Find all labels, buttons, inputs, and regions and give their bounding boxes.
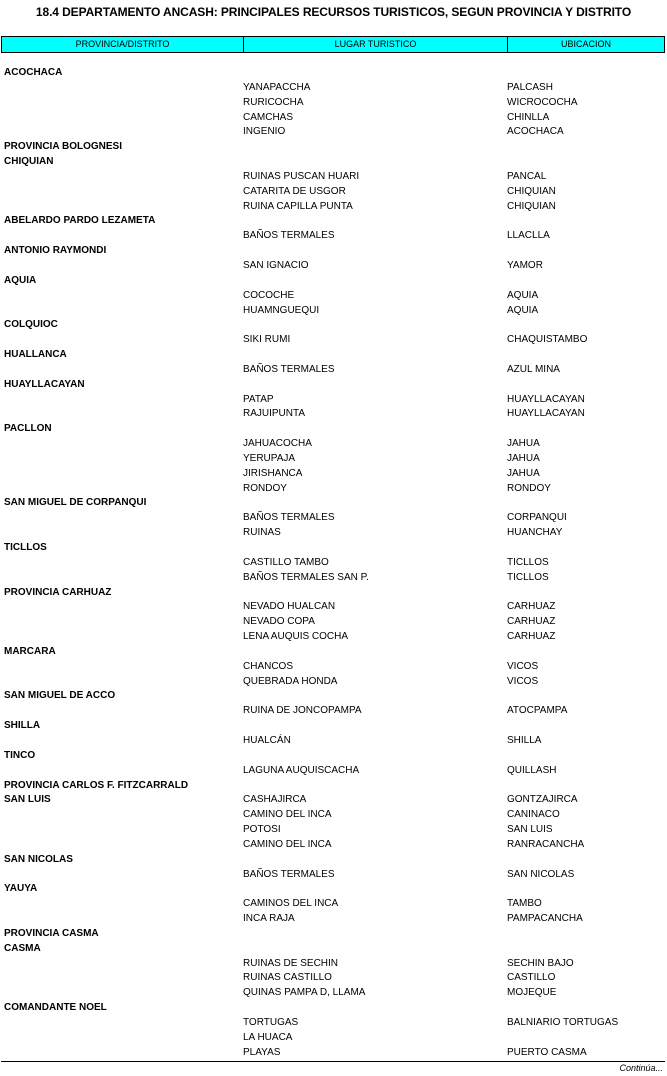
table-row: [0, 496, 667, 511]
tourist-place-cell: NEVADO COPA: [243, 616, 315, 628]
tourist-place-cell: CAMCHAS: [243, 111, 294, 123]
location-cell: CHAQUISTAMBO: [507, 334, 588, 346]
location-cell: SECHIN BAJO: [507, 957, 574, 969]
location-cell: CASTILLO: [507, 972, 556, 984]
table-row: [0, 452, 667, 467]
table-row: [0, 229, 667, 244]
header-ubicacion: UBICACION: [560, 39, 611, 49]
tourist-place-cell: TORTUGAS: [243, 1017, 299, 1028]
table-row: [0, 185, 667, 200]
location-cell: VICOS: [507, 660, 539, 672]
table-row: [0, 125, 667, 140]
table-row: [0, 467, 667, 482]
table-row: [0, 734, 667, 749]
table-row: [0, 511, 667, 526]
province-district-cell: HUAYLLACAYAN: [4, 378, 85, 390]
province-district-cell: SAN MIGUEL DE ACCO: [4, 690, 116, 702]
table-row: [0, 378, 667, 393]
tourist-place-cell: BAÑOS TERMALES SAN P.: [243, 571, 369, 583]
table-row: [0, 630, 667, 645]
province-district-cell: MARCARA: [4, 645, 56, 657]
table-row: [0, 793, 667, 808]
tourist-place-cell: NEVADO HUALCAN: [243, 601, 336, 613]
location-cell: TICLLOS: [507, 556, 549, 568]
tourist-place-cell: RUINAS CASTILLO: [243, 972, 332, 984]
table-row: [0, 1046, 667, 1061]
table-row: [0, 1031, 667, 1046]
table-row: [0, 779, 667, 794]
tourist-place-cell: RUINAS PUSCAN HUARI: [243, 170, 360, 182]
table-row: [0, 660, 667, 675]
table-row: [0, 704, 667, 719]
table-row: [0, 274, 667, 289]
table-row: [0, 986, 667, 1001]
province-district-cell: TINCO: [4, 749, 36, 761]
tourist-place-cell: JIRISHANCA: [243, 467, 303, 479]
table-row: [0, 556, 667, 571]
tourist-place-cell: COCOCHE: [243, 289, 295, 301]
province-district-cell: SAN LUIS: [4, 794, 51, 806]
province-district-cell: SAN MIGUEL DE CORPANQUI: [4, 497, 147, 509]
tourist-place-cell: INGENIO: [243, 126, 286, 138]
table-row: [0, 363, 667, 378]
table-row: [0, 675, 667, 690]
province-district-cell: COMANDANTE NOEL: [4, 1002, 107, 1014]
province-district-cell: TICLLOS: [4, 542, 47, 553]
page-title: 18.4 DEPARTAMENTO ANCASH: PRINCIPALES RECURSOS TURISTICOS, SEGUN PROVINCIA Y DISTRITO: [35, 5, 632, 19]
province-district-cell: SAN NICOLAS: [4, 853, 73, 865]
header-provincia-distrito: PROVINCIA/DISTRITO: [75, 39, 170, 49]
tourist-place-cell: POTOSI: [243, 824, 281, 836]
tourist-place-cell: QUINAS PAMPA D, LLAMA: [243, 987, 366, 999]
location-cell: AQUIA: [507, 304, 539, 316]
location-cell: HUAYLLACAYAN: [507, 393, 585, 405]
tourist-place-cell: CASTILLO TAMBO: [243, 556, 329, 568]
table-row: [0, 838, 667, 853]
location-cell: SAN NICOLAS: [507, 868, 575, 880]
continues-note: Continúa...: [619, 1063, 663, 1073]
province-district-cell: PROVINCIA CARLOS F. FITZCARRALD: [4, 779, 189, 791]
location-cell: AZUL MINA: [507, 363, 560, 375]
table-row: [0, 689, 667, 704]
location-cell: RANRACANCHA: [507, 838, 585, 850]
location-cell: CANINACO: [507, 809, 560, 821]
location-cell: MOJEQUE: [507, 987, 557, 999]
tourist-place-cell: CAMINO DEL INCA: [243, 838, 332, 850]
table-row: [0, 615, 667, 630]
table-row: [0, 586, 667, 601]
table-row: [0, 1001, 667, 1016]
table-row: [0, 764, 667, 779]
tourist-place-cell: LENA AUQUIS COCHA: [243, 631, 349, 643]
location-cell: ACOCHACA: [507, 126, 564, 138]
table-row: [0, 318, 667, 333]
table-row: [0, 719, 667, 734]
location-cell: PALCASH: [507, 81, 553, 93]
location-cell: TAMBO: [507, 898, 542, 910]
location-cell: JAHUA: [507, 438, 540, 450]
tourist-place-cell: CAMINOS DEL INCA: [243, 898, 339, 910]
location-cell: VICOS: [507, 675, 539, 687]
table-row: [0, 111, 667, 126]
province-district-cell: PROVINCIA CASMA: [4, 927, 99, 939]
location-cell: PUERTO CASMA: [507, 1046, 587, 1058]
tourist-place-cell: YANAPACCHA: [243, 81, 311, 93]
table-row: [0, 333, 667, 348]
location-cell: GONTZAJIRCA: [507, 794, 578, 806]
location-cell: QUILLASH: [507, 764, 557, 776]
table-row: [0, 526, 667, 541]
table-row: [0, 66, 667, 81]
location-cell: JAHUA: [507, 467, 540, 479]
tourist-place-cell: YERUPAJA: [243, 452, 296, 464]
table-row: [0, 853, 667, 868]
tourist-place-cell: LA HUACA: [243, 1031, 293, 1043]
tourist-place-cell: RUINA DE JONCOPAMPA: [243, 705, 362, 717]
tourist-place-cell: RAJUIPUNTA: [243, 408, 306, 420]
tourist-place-cell: RUINA CAPILLA PUNTA: [243, 200, 353, 212]
table-row: [0, 823, 667, 838]
table-row: [0, 957, 667, 972]
location-cell: CHIQUIAN: [507, 200, 556, 212]
table-row: [0, 304, 667, 319]
province-district-cell: YAUYA: [4, 883, 38, 895]
tourist-place-cell: CATARITA DE USGOR: [243, 185, 346, 197]
tourist-place-cell: SIKI RUMI: [243, 334, 291, 346]
table-row: [0, 912, 667, 927]
tourist-place-cell: INCA RAJA: [243, 913, 295, 925]
location-cell: LLACLLA: [507, 230, 550, 242]
table-row: [0, 600, 667, 615]
tourist-place-cell: BAÑOS TERMALES: [243, 230, 335, 242]
location-cell: HUANCHAY: [507, 527, 563, 539]
province-district-cell: SHILLA: [4, 720, 41, 732]
tourist-place-cell: CHANCOS: [243, 660, 294, 672]
table-body: [0, 66, 667, 1061]
tourist-place-cell: PLAYAS: [243, 1046, 281, 1058]
tourist-place-cell: BAÑOS TERMALES: [243, 512, 335, 524]
location-cell: SHILLA: [507, 734, 542, 746]
location-cell: AQUIA: [507, 289, 539, 301]
table-row: [0, 749, 667, 764]
location-cell: SAN LUIS: [507, 824, 553, 836]
table-header: [1, 36, 665, 53]
table-row: [0, 81, 667, 96]
table-row: [0, 407, 667, 422]
location-cell: CARHUAZ: [507, 616, 556, 628]
location-cell: ATOCPAMPA: [507, 705, 568, 717]
tourist-place-cell: BAÑOS TERMALES: [243, 868, 335, 880]
tourist-place-cell: QUEBRADA HONDA: [243, 675, 338, 687]
tourist-place-cell: CAMINO DEL INCA: [243, 809, 332, 821]
table-row: [0, 244, 667, 259]
table-row: [0, 259, 667, 274]
table-row: [0, 482, 667, 497]
tourist-place-cell: CASHAJIRCA: [243, 794, 307, 806]
table-row: [0, 808, 667, 823]
table-row: [0, 927, 667, 942]
tourist-place-cell: HUALCÁN: [243, 734, 291, 746]
table-row: [0, 868, 667, 883]
province-district-cell: ABELARDO PARDO LEZAMETA: [4, 215, 156, 227]
location-cell: CHINLLA: [507, 111, 550, 123]
province-district-cell: PROVINCIA CARHUAZ: [4, 586, 112, 598]
province-district-cell: ANTONIO RAYMONDI: [4, 245, 107, 257]
table-row: [0, 541, 667, 556]
tourist-place-cell: BAÑOS TERMALES: [243, 363, 335, 375]
table-row: [0, 155, 667, 170]
table-row: [0, 1016, 667, 1031]
tourist-place-cell: RURICOCHA: [243, 96, 304, 108]
table-row: [0, 140, 667, 155]
location-cell: CARHUAZ: [507, 631, 556, 643]
table-row: [0, 971, 667, 986]
table-row: [0, 348, 667, 363]
tourist-place-cell: RUINAS DE SECHIN: [243, 957, 339, 969]
province-district-cell: CHIQUIAN: [4, 156, 54, 168]
location-cell: RONDOY: [507, 482, 551, 494]
location-cell: CARHUAZ: [507, 601, 556, 613]
province-district-cell: COLQUIOC: [4, 319, 58, 331]
tourist-place-cell: LAGUNA AUQUISCACHA: [243, 764, 360, 776]
location-cell: CORPANQUI: [507, 512, 567, 524]
table-row: [0, 422, 667, 437]
tourist-place-cell: JAHUACOCHA: [243, 438, 312, 450]
province-district-cell: ACOCHACA: [4, 67, 63, 78]
tourist-place-cell: HUAMNGUEQUI: [243, 304, 320, 316]
location-cell: WICROCOCHA: [507, 96, 578, 108]
table-row: [0, 942, 667, 957]
province-district-cell: PROVINCIA BOLOGNESI: [4, 141, 122, 153]
tourist-place-cell: PATAP: [243, 393, 274, 405]
location-cell: BALNIARIO TORTUGAS: [507, 1017, 619, 1028]
table-bottom-rule: [1, 1061, 665, 1062]
table-row: [0, 645, 667, 660]
table-row: [0, 882, 667, 897]
table-row: [0, 289, 667, 304]
location-cell: PAMPACANCHA: [507, 913, 583, 925]
table-row: [0, 437, 667, 452]
table-row: [0, 200, 667, 215]
table-row: [0, 96, 667, 111]
tourist-place-cell: SAN IGNACIO: [243, 259, 309, 271]
table-row: [0, 897, 667, 912]
table-row: [0, 214, 667, 229]
location-cell: HUAYLLACAYAN: [507, 408, 585, 420]
location-cell: PANCAL: [507, 170, 547, 182]
province-district-cell: CASMA: [4, 942, 41, 954]
table-row: [0, 393, 667, 408]
province-district-cell: HUALLANCA: [4, 349, 67, 361]
location-cell: TICLLOS: [507, 571, 549, 583]
location-cell: JAHUA: [507, 452, 540, 464]
tourist-place-cell: RUINAS: [243, 527, 281, 539]
table-row: [0, 571, 667, 586]
province-district-cell: PACLLON: [4, 423, 52, 435]
header-lugar-turistico: LUGAR TURISTICO: [334, 39, 417, 49]
location-cell: YAMOR: [507, 259, 543, 271]
location-cell: CHIQUIAN: [507, 185, 556, 197]
tourist-place-cell: RONDOY: [243, 482, 287, 494]
table-row: [0, 170, 667, 185]
province-district-cell: AQUIA: [4, 274, 37, 286]
